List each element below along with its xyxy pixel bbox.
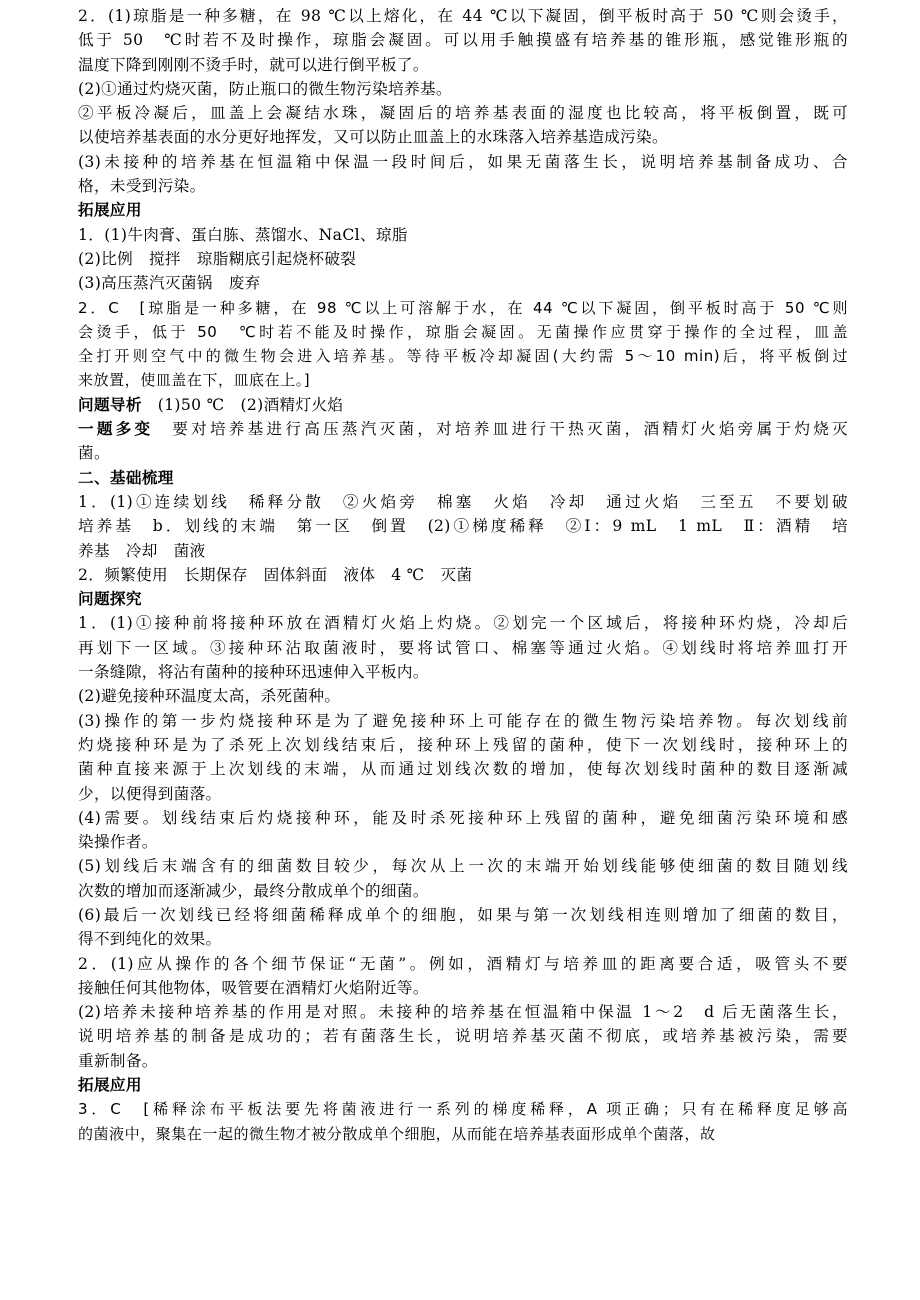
answer-paragraph xyxy=(78,854,848,903)
answer-paragraph xyxy=(78,1000,848,1073)
answer-paragraph xyxy=(78,952,848,1001)
text-line: 菌。 xyxy=(78,444,110,463)
text-line: 会烫手，低于 50 ℃时若不能及时操作，琼脂会凝固。无菌操作应贯穿于操作的全过程，皿盖 xyxy=(78,322,848,341)
text-line: (3)操作的第一步灼烧接种环是为了避免接种环上可能存在的微生物污染培养物。每次划线前 xyxy=(78,711,848,730)
text-line: 说明培养基的制备是成功的；若有菌落生长，说明培养基灭菌不彻底，或培养基被污染，需要 xyxy=(78,1027,848,1046)
answer-paragraph xyxy=(78,563,848,587)
text-line: 1．(1)①连续划线 稀释分散 ②火焰旁 棉塞 火焰 冷却 通过火焰 三至五 不要划破 xyxy=(78,492,848,511)
text-line: (6)最后一次划线已经将细菌稀释成单个的细胞，如果与第一次划线相连则增加了细菌的数目， xyxy=(78,905,848,924)
text-line: (3)高压蒸汽灭菌锅 废弃 xyxy=(78,274,261,293)
text-line: (2)①通过灼烧灭菌，防止瓶口的微生物污染培养基。 xyxy=(78,79,452,98)
section-heading xyxy=(78,198,848,222)
answer-paragraph xyxy=(78,271,848,295)
answer-paragraph xyxy=(78,806,848,855)
text-line: 次数的增加而逐渐减少，最终分散成单个的细菌。 xyxy=(78,881,429,900)
answer-paragraph xyxy=(78,903,848,952)
answer-paragraph xyxy=(78,1097,848,1146)
text-line: 2．(1)应从操作的各个细节保证“无菌”。例如，酒精灯与培养皿的距离要合适，吸管头不要 xyxy=(78,954,848,973)
text-line: (2)避免接种环温度太高，杀死菌种。 xyxy=(78,687,341,706)
section-heading xyxy=(78,1073,848,1097)
text-line xyxy=(78,393,848,417)
text-line: 3．C [稀释涂布平板法要先将菌液进行一系列的梯度稀释，A 项正确；只有在稀释度足够高 xyxy=(78,1100,848,1119)
text-line: 来放置，使皿盖在下，皿底在上。] xyxy=(78,371,311,390)
answer-paragraph xyxy=(78,417,848,466)
answer-paragraph xyxy=(78,150,848,199)
text-line: (2)比例 搅拌 琼脂糊底引起烧杯破裂 xyxy=(78,249,357,268)
section-heading xyxy=(78,466,848,490)
text-line: 菌种直接来源于上次划线的末端，从而通过划线次数的增加，使每次划线时菌种的数目逐渐减 xyxy=(78,760,848,779)
text-line: (4)需要。划线结束后灼烧接种环，能及时杀死接种环上残留的菌种，避免细菌污染环境和感 xyxy=(78,808,848,827)
answer-paragraph xyxy=(78,709,848,806)
text-line: 重新制备。 xyxy=(78,1051,158,1070)
text-line: 1．(1)①接种前将接种环放在酒精灯火焰上灼烧。②划完一个区域后，将接种环灼烧，冷却后 xyxy=(78,614,848,633)
line-rest: (1)50 ℃ (2)酒精灯火焰 xyxy=(141,395,344,414)
text-line: 的菌液中，聚集在一起的微生物才被分散成单个细胞，从而能在培养基表面形成单个菌落，故 xyxy=(78,1124,716,1143)
answer-paragraph xyxy=(78,296,848,393)
text-line: (5)划线后末端含有的细菌数目较少，每次从上一次的末端开始划线能够使细菌的数目随划线 xyxy=(78,857,848,876)
text-line: 拓展应用 xyxy=(78,200,142,220)
section-heading xyxy=(78,587,848,611)
text-line: (2)培养未接种培养基的作用是对照。未接种的培养基在恒温箱中保温 1～2 d 后无菌落生长， xyxy=(78,1003,848,1022)
text-line: 得不到纯化的效果。 xyxy=(78,930,222,949)
text-line: 温度下降到刚刚不烫手时，就可以进行倒平板了。 xyxy=(78,55,429,74)
bold-label: 一题多变 xyxy=(78,419,154,439)
text-line: 2．C [琼脂是一种多糖，在 98 ℃以上可溶解于水，在 44 ℃以下凝固，倒平板时高于 50 ℃则 xyxy=(78,298,848,317)
text-line: 一条缝隙，将沾有菌种的接种环迅速伸入平板内。 xyxy=(78,663,429,682)
text-line: 2．频繁使用 长期保存 固体斜面 液体 4 ℃ 灭菌 xyxy=(78,565,473,584)
answer-document xyxy=(78,4,848,1146)
text-line: 培养基 b．划线的末端 第一区 倒置 (2)①梯度稀释 ②Ⅰ：9 mL 1 mL Ⅱ：酒精 培 xyxy=(78,517,848,536)
text-line: 再划下一区域。③接种环沾取菌液时，要将试管口、棉塞等通过火焰。④划线时将培养皿打开 xyxy=(78,638,848,657)
text-line xyxy=(78,417,848,441)
text-line: 格，未受到污染。 xyxy=(78,177,206,196)
answer-paragraph xyxy=(78,77,848,101)
answer-paragraph xyxy=(78,393,848,417)
answer-paragraph xyxy=(78,4,848,77)
answer-paragraph xyxy=(78,611,848,684)
text-line: 问题探究 xyxy=(78,589,142,609)
text-line: 2．(1)琼脂是一种多糖，在 98 ℃以上熔化，在 44 ℃以下凝固，倒平板时高于 50 ℃则会烫手， xyxy=(78,7,848,25)
text-line: (3)未接种的培养基在恒温箱中保温一段时间后，如果无菌落生长，说明培养基制备成功、合 xyxy=(78,152,848,171)
answer-paragraph xyxy=(78,101,848,150)
line-rest: 要对培养基进行高压蒸汽灭菌，对培养皿进行干热灭菌，酒精灯火焰旁属于灼烧灭 xyxy=(153,420,848,439)
text-line: 低于 50 ℃时若不及时操作，琼脂会凝固。可以用手触摸盛有培养基的锥形瓶，感觉锥形瓶的 xyxy=(78,31,848,50)
text-line: 少，以便得到菌落。 xyxy=(78,784,222,803)
text-line: 全打开则空气中的微生物会进入培养基。等待平板冷却凝固(大约需 5～10 min)后，将平板倒过 xyxy=(78,347,848,366)
text-line: 二、基础梳理 xyxy=(78,467,174,487)
bold-label: 问题导析 xyxy=(78,394,142,414)
text-line: 以使培养基表面的水分更好地挥发，又可以防止皿盖上的水珠落入培养基造成污染。 xyxy=(78,128,668,147)
answer-paragraph xyxy=(78,684,848,708)
text-line: ②平板冷凝后，皿盖上会凝结水珠，凝固后的培养基表面的湿度也比较高，将平板倒置，既可 xyxy=(78,104,848,123)
text-line: 染操作者。 xyxy=(78,833,158,852)
answer-paragraph xyxy=(78,247,848,271)
answer-paragraph xyxy=(78,223,848,247)
answer-paragraph xyxy=(78,490,848,563)
text-line: 养基 冷却 菌液 xyxy=(78,541,206,560)
text-line: 接触任何其他物体，吸管要在酒精灯火焰附近等。 xyxy=(78,978,429,997)
text-line: 灼烧接种环是为了杀死上次划线结束后，接种环上残留的菌种，使下一次划线时，接种环上的 xyxy=(78,735,848,754)
text-line: 1．(1)牛肉膏、蛋白胨、蒸馏水、NaCl、琼脂 xyxy=(78,225,408,244)
text-line: 拓展应用 xyxy=(78,1075,142,1095)
